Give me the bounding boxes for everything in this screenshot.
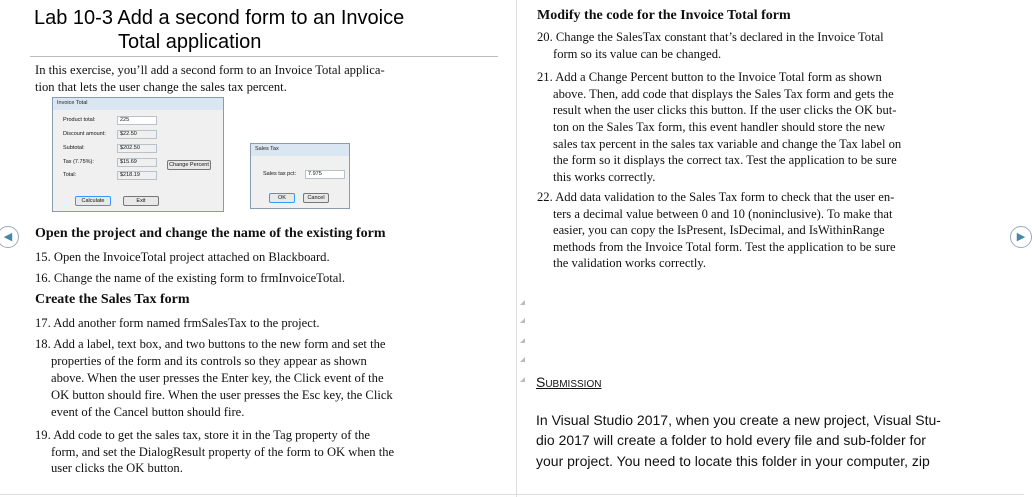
product-total-input[interactable]: 225: [117, 116, 157, 125]
step-20: 20. Change the SalesTax constant that’s declared in the Invoice Total: [537, 30, 884, 44]
total-box: $218.19: [117, 171, 157, 180]
intro-line: tion that lets the user change the sales tax percent.: [35, 80, 287, 94]
chevron-right-icon: ▶: [1016, 231, 1026, 243]
sales-tax-input[interactable]: 7.975: [305, 170, 345, 179]
window-caption: Invoice Total: [53, 98, 223, 110]
step-18-line: properties of the form and its controls so they appear as shown: [51, 354, 367, 368]
step-21-line: sales tax percent in the sales tax variable and change the Tax label on: [553, 137, 902, 151]
step-20-line: form so its value can be changed.: [553, 47, 722, 61]
label: Sales tax pct:: [263, 171, 297, 177]
step-16: 16. Change the name of the existing form to frmInvoiceTotal.: [35, 271, 346, 285]
step-19-line: form, and set the DialogResult property of the form to OK when the: [51, 445, 395, 459]
submission-heading: Submission: [536, 374, 602, 390]
bottom-divider: [0, 494, 1024, 495]
step-19-line: user clicks the OK button.: [51, 461, 183, 475]
step-21: 21. Add a Change Percent button to the Invoice Total form as shown: [537, 70, 882, 84]
step-22: 22. Add data validation to the Sales Tax form to check that the user en-: [537, 190, 895, 204]
intro-line: In this exercise, you’ll add a second form to an Invoice Total applica-: [35, 63, 385, 77]
label: Tax (7.75%):: [63, 159, 94, 165]
section-heading: Create the Sales Tax form: [35, 292, 190, 307]
tax-box: $15.69: [117, 158, 157, 167]
step-17: 17. Add another form named frmSalesTax to the project.: [35, 316, 320, 330]
prev-page-button[interactable]: [0, 226, 19, 248]
step-22-line: the validation works correctly.: [553, 256, 707, 270]
step-21-line: the form so it displays the correct tax. Test the application to be sure: [553, 153, 897, 167]
next-page-button[interactable]: [1010, 226, 1032, 248]
step-22-line: methods from the Invoice Total form. Test the application to be sure: [553, 240, 896, 254]
label: Discount amount:: [63, 131, 106, 137]
label: Total:: [63, 172, 77, 178]
window-caption: Sales Tax: [251, 144, 349, 156]
label: Subtotal:: [63, 145, 85, 151]
label: Product total:: [63, 117, 96, 123]
invoice-total-window: [52, 97, 224, 212]
step-18-line: event of the Cancel button should fire.: [51, 405, 245, 419]
step-21-line: this works correctly.: [553, 170, 656, 184]
step-19: 19. Add code to get the sales tax, store it in the Tag property of the: [35, 428, 370, 442]
section-heading: Modify the code for the Invoice Total form: [537, 8, 791, 23]
sales-tax-window: [250, 143, 350, 209]
submission-text: your project. You need to locate this folder in your computer, zip: [536, 453, 930, 469]
paragraph-marker-icon: [520, 338, 525, 343]
step-21-line: above. Then, add code that displays the Sales Tax form and gets the: [553, 87, 894, 101]
step-18-line: OK button should fire. When the user presses the Esc key, the Click: [51, 388, 393, 402]
step-15: 15. Open the InvoiceTotal project attached on Blackboard.: [35, 250, 330, 264]
step-18: 18. Add a label, text box, and two buttons to the new form and set the: [35, 337, 386, 351]
paragraph-marker-icon: [520, 377, 525, 382]
subtotal-box: $202.50: [117, 144, 157, 153]
section-heading: Open the project and change the name of the existing form: [35, 226, 386, 241]
discount-box: $22.50: [117, 130, 157, 139]
submission-text: In Visual Studio 2017, when you create a new project, Visual Stu-: [536, 412, 941, 428]
change-percent-button[interactable]: Change Percent: [167, 160, 211, 170]
paragraph-marker-icon: [520, 300, 525, 305]
step-21-line: ton on the Sales Tax form, this event handler should store the new: [553, 120, 886, 134]
step-18-line: above. When the user presses the Enter key, the Click event of the: [51, 371, 384, 385]
page-title-2: Total application: [118, 31, 262, 53]
exit-button[interactable]: Exit: [123, 196, 159, 206]
page-title: Lab 10-3 Add a second form to an Invoice: [34, 7, 405, 29]
cancel-button[interactable]: Cancel: [303, 193, 329, 203]
title-rule: [30, 56, 498, 57]
column-divider: [516, 0, 517, 497]
ok-button[interactable]: OK: [269, 193, 295, 203]
submission-text: dio 2017 will create a folder to hold every file and sub-folder for: [536, 432, 926, 448]
chevron-left-icon: ◀: [3, 231, 13, 243]
step-22-line: easier, you can copy the IsPresent, IsDecimal, and IsWithinRange: [553, 223, 885, 237]
paragraph-marker-icon: [520, 318, 525, 323]
step-21-line: result when the user clicks this button. If the user clicks the OK but-: [553, 103, 897, 117]
calculate-button[interactable]: Calculate: [75, 196, 111, 206]
paragraph-marker-icon: [520, 357, 525, 362]
step-22-line: ters a decimal value between 0 and 10 (noninclusive). To make that: [553, 207, 893, 221]
